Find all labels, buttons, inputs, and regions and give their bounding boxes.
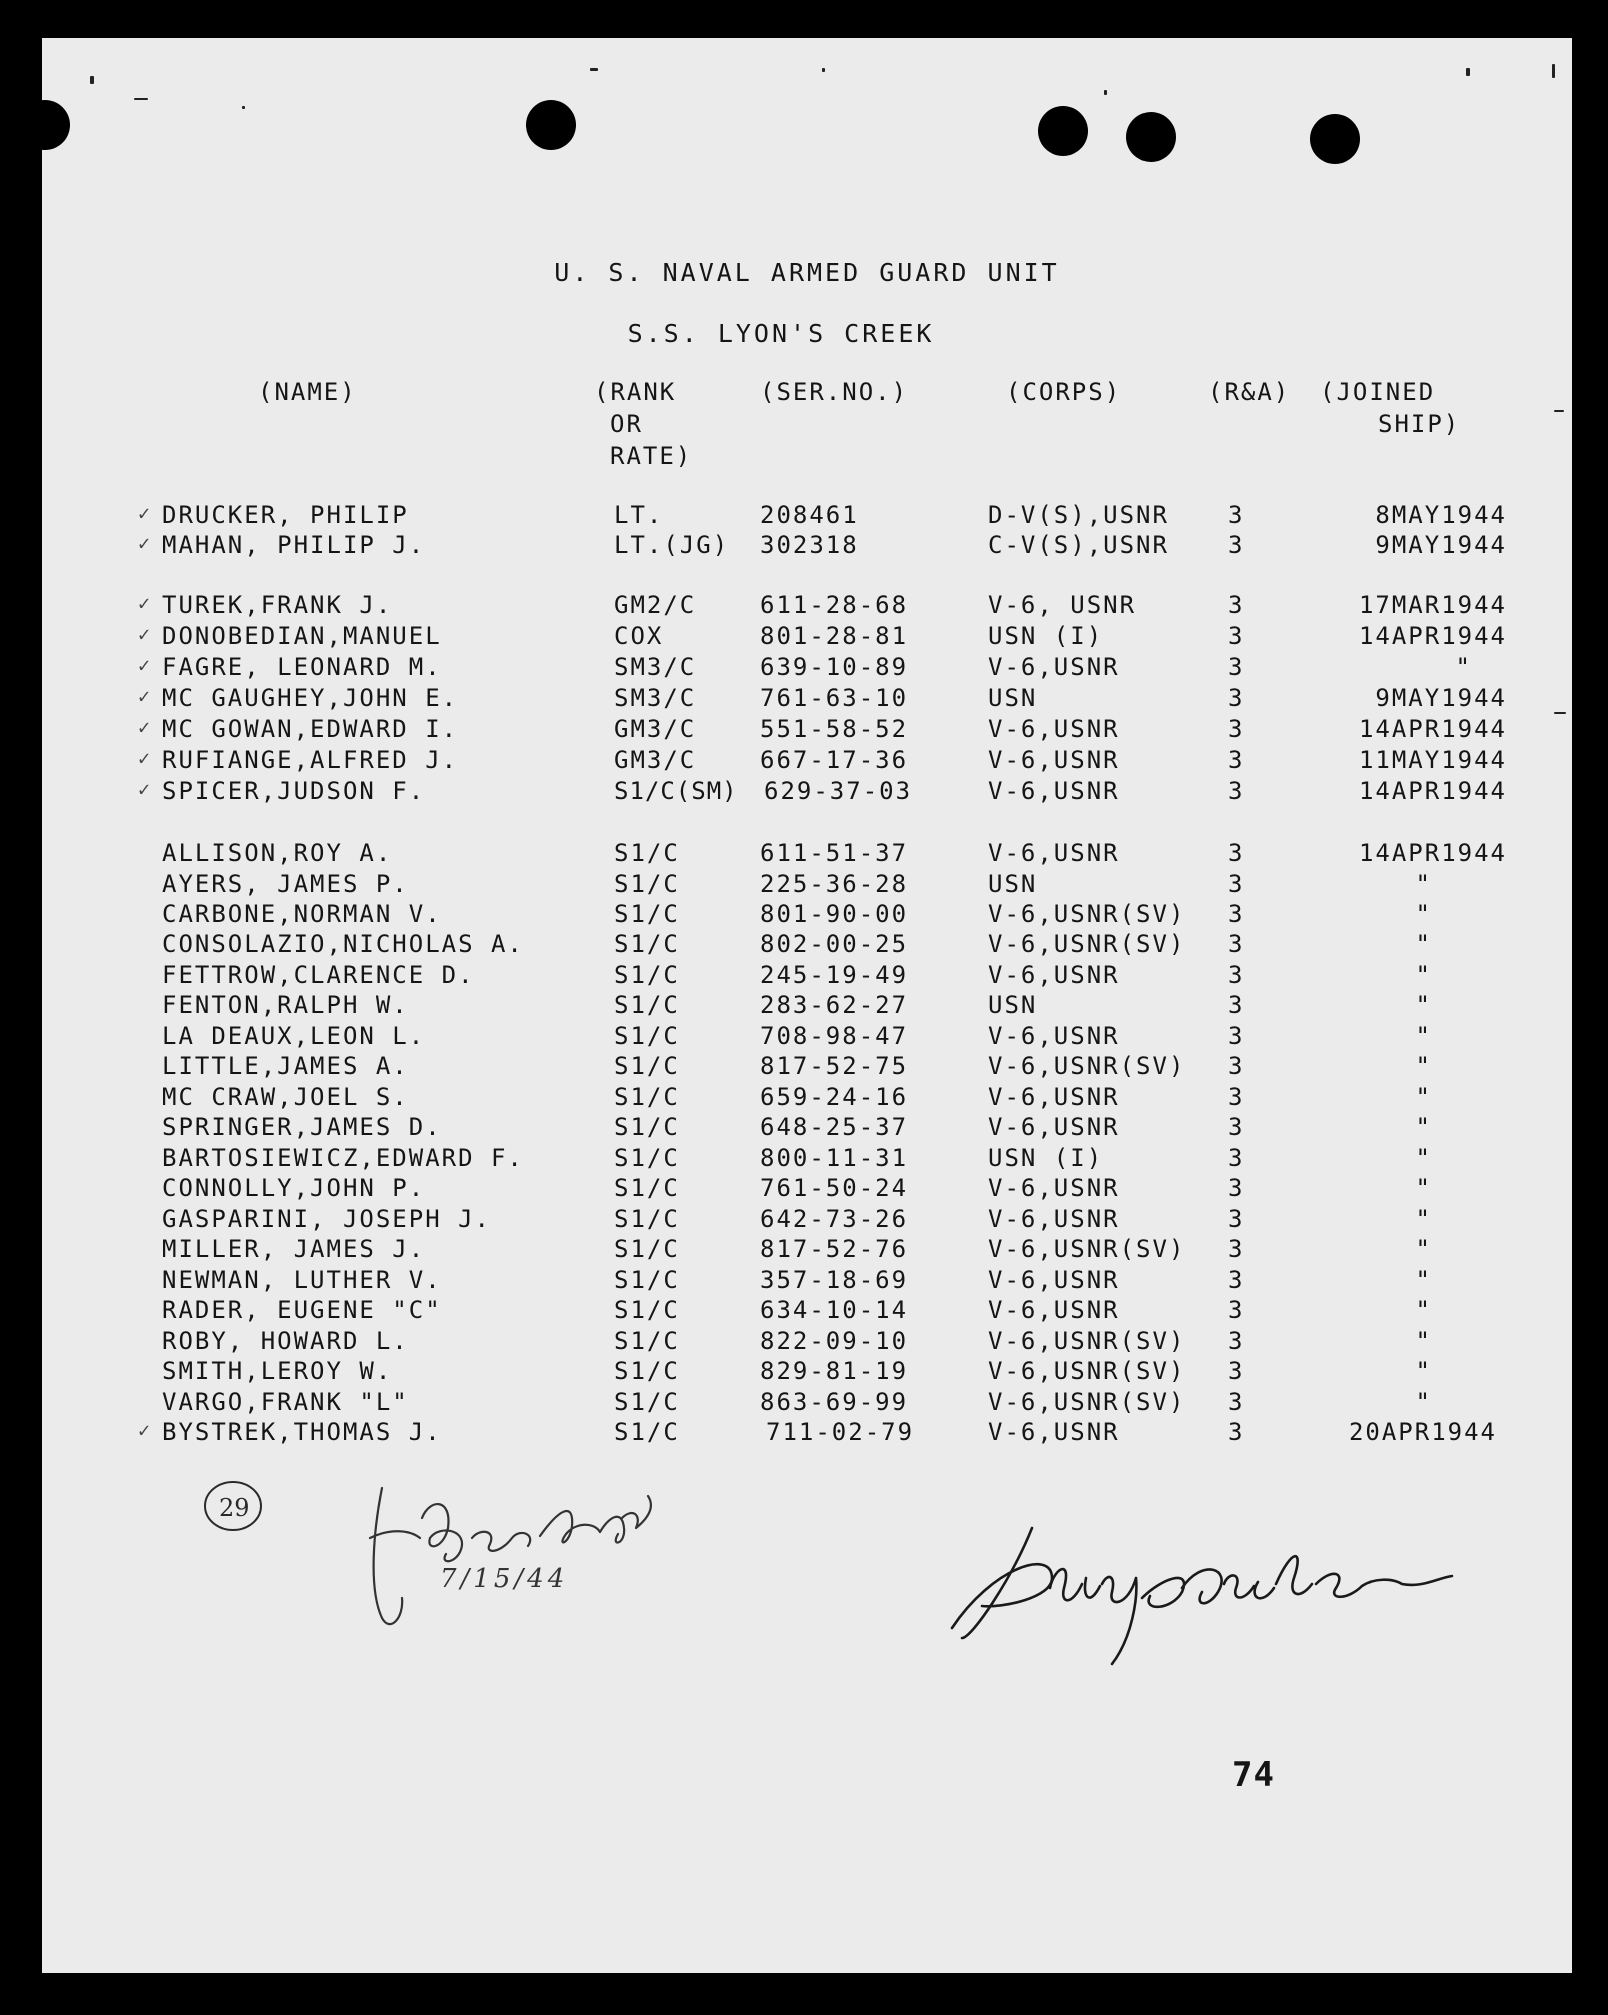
cell-name: FETTROW,CLARENCE D. (162, 961, 475, 989)
cell-ra: 3 (1228, 1144, 1245, 1172)
table-row (42, 717, 1572, 747)
table-row (42, 593, 1572, 623)
cell-joined: " (1415, 1296, 1432, 1324)
cell-rank: S1/C (614, 1296, 680, 1324)
table-row (42, 779, 1572, 809)
cell-rank: LT.(JG) (614, 531, 730, 559)
table-row (42, 655, 1572, 685)
cell-corps: V-6,USNR (988, 1113, 1120, 1141)
cell-name: GASPARINI, JOSEPH J. (162, 1205, 491, 1233)
cell-rank: S1/C (614, 1083, 680, 1111)
table-row (42, 1420, 1572, 1450)
punch-hole (1310, 114, 1360, 164)
cell-ser-no: 817-52-76 (760, 1235, 909, 1263)
cell-rank: S1/C (614, 1205, 680, 1233)
punch-hole (526, 100, 576, 150)
cell-name: TUREK,FRANK J. (162, 591, 393, 619)
header-ser-no: (SER.NO.) (760, 378, 909, 406)
cell-ra: 3 (1228, 715, 1245, 743)
cell-ra: 3 (1228, 1174, 1245, 1202)
cell-corps: USN (I) (988, 622, 1104, 650)
cell-joined: " (1415, 930, 1432, 958)
cell-ra: 3 (1228, 870, 1245, 898)
cell-name: MC CRAW,JOEL S. (162, 1083, 409, 1111)
cell-corps: V-6,USNR (988, 777, 1120, 805)
cell-name: CARBONE,NORMAN V. (162, 900, 442, 928)
check-mark-icon: ✓ (138, 531, 151, 555)
cell-rank: GM3/C (614, 746, 697, 774)
cell-ser-no: 225-36-28 (760, 870, 909, 898)
table-row (42, 1085, 1572, 1115)
cell-ser-no: 245-19-49 (760, 961, 909, 989)
cell-name: CONSOLAZIO,NICHOLAS A. (162, 930, 524, 958)
scan-speck (1466, 68, 1470, 76)
cell-rank: S1/C (614, 900, 680, 928)
cell-rank: COX (614, 622, 664, 650)
cell-name: DONOBEDIAN,MANUEL (162, 622, 442, 650)
page-number: 74 (1232, 1755, 1275, 1795)
cell-ra: 3 (1228, 1083, 1245, 1111)
cell-name: FAGRE, LEONARD M. (162, 653, 442, 681)
cell-joined: 14APR1944 (1358, 715, 1507, 743)
cell-ra: 3 (1228, 501, 1245, 529)
cell-ra: 3 (1228, 900, 1245, 928)
cell-ra: 3 (1228, 1418, 1245, 1446)
cell-ser-no: 822-09-10 (760, 1327, 909, 1355)
cell-ra: 3 (1228, 777, 1245, 805)
cell-rank: S1/C (614, 930, 680, 958)
cell-joined: " (1415, 1357, 1432, 1385)
cell-rank: S1/C (614, 1113, 680, 1141)
cell-joined: " (1415, 991, 1432, 1019)
cell-ser-no: 642-73-26 (760, 1205, 909, 1233)
cell-ra: 3 (1228, 1388, 1245, 1416)
cell-ser-no: 708-98-47 (760, 1022, 909, 1050)
cell-ser-no: 302318 (760, 531, 859, 559)
check-mark-icon: ✓ (138, 715, 151, 739)
cell-rank: S1/C (614, 1327, 680, 1355)
cell-ser-no: 817-52-75 (760, 1052, 909, 1080)
cell-rank: S1/C (614, 1357, 680, 1385)
cell-joined: " (1415, 1174, 1432, 1202)
scan-speck (134, 98, 148, 100)
scan-speck (1104, 90, 1107, 95)
table-row (42, 1268, 1572, 1298)
cell-corps: V-6,USNR (988, 1418, 1120, 1446)
cell-ser-no: 283-62-27 (760, 991, 909, 1019)
cell-ser-no: 801-90-00 (760, 900, 909, 928)
cell-ra: 3 (1228, 991, 1245, 1019)
signature-text: Philip Drucker (932, 1488, 941, 1489)
cell-name: SMITH,LEROY W. (162, 1357, 393, 1385)
cell-rank: S1/C (614, 991, 680, 1019)
cell-joined: " (1415, 900, 1432, 928)
header-rank: (RANK (594, 378, 677, 406)
cell-ser-no: 629-37-03 (764, 777, 913, 805)
check-mark-icon: ✓ (138, 1418, 151, 1442)
cell-rank: SM3/C (614, 653, 697, 681)
punch-hole (1126, 112, 1176, 162)
cell-joined: " (1415, 1205, 1432, 1233)
cell-ser-no: 802-00-25 (760, 930, 909, 958)
check-mark-icon: ✓ (138, 501, 151, 525)
cell-ra: 3 (1228, 1357, 1245, 1385)
cell-corps: USN (988, 684, 1038, 712)
table-row (42, 1237, 1572, 1267)
cell-corps: C-V(S),USNR (988, 531, 1169, 559)
cell-name: MILLER, JAMES J. (162, 1235, 426, 1263)
cell-rank: S1/C (614, 870, 680, 898)
cell-joined: " (1415, 1022, 1432, 1050)
cell-joined: 8MAY1944 (1375, 501, 1507, 529)
cell-rank: GM2/C (614, 591, 697, 619)
cell-rank: S1/C (614, 961, 680, 989)
cell-ser-no: 634-10-14 (760, 1296, 909, 1324)
count-text: 29 (219, 1494, 250, 1522)
cell-rank: S1/C (614, 1388, 680, 1416)
table-row (42, 533, 1572, 563)
cell-name: LITTLE,JAMES A. (162, 1052, 409, 1080)
table-row (42, 1359, 1572, 1389)
vessel-name: S.S. LYON'S CREEK (627, 319, 935, 348)
cell-corps: V-6,USNR (988, 1296, 1120, 1324)
cell-ra: 3 (1228, 1296, 1245, 1324)
cell-name: MAHAN, PHILIP J. (162, 531, 426, 559)
document-title: U. S. NAVAL ARMED GUARD UNIT (554, 258, 1060, 287)
cell-rank: GM3/C (614, 715, 697, 743)
table-row (42, 963, 1572, 993)
table-row (42, 1298, 1572, 1328)
cell-name: BYSTREK,THOMAS J. (162, 1418, 442, 1446)
header-ra: (R&A) (1208, 378, 1291, 406)
check-mark-icon: ✓ (138, 653, 151, 677)
cell-ra: 3 (1228, 1327, 1245, 1355)
cell-name: ROBY, HOWARD L. (162, 1327, 409, 1355)
cell-rank: LT. (614, 501, 664, 529)
cell-ser-no: 659-24-16 (760, 1083, 909, 1111)
cell-corps: V-6,USNR (988, 715, 1120, 743)
cell-corps: V-6,USNR (988, 1174, 1120, 1202)
cell-ser-no: 648-25-37 (760, 1113, 909, 1141)
cell-rank: S1/C (614, 1235, 680, 1263)
cell-ser-no: 551-58-52 (760, 715, 909, 743)
cell-corps: V-6,USNR(SV) (988, 1235, 1186, 1263)
handwritten-initials (360, 1468, 700, 1658)
cell-joined: 14APR1944 (1358, 622, 1507, 650)
scan-speck (822, 68, 825, 72)
cell-corps: V-6,USNR (988, 1083, 1120, 1111)
cell-ser-no: 761-63-10 (760, 684, 909, 712)
cell-ser-no: 800-11-31 (760, 1144, 909, 1172)
table-row (42, 1329, 1572, 1359)
header-ship: SHIP) (1378, 410, 1461, 438)
cell-ra: 3 (1228, 930, 1245, 958)
table-row (42, 872, 1572, 902)
cell-corps: V-6,USNR (988, 961, 1120, 989)
cell-ra: 3 (1228, 591, 1245, 619)
cell-corps: V-6,USNR (988, 839, 1120, 867)
header-corps: (CORPS) (1006, 378, 1122, 406)
table-row (42, 1207, 1572, 1237)
table-row (42, 748, 1572, 778)
cell-name: DRUCKER, PHILIP (162, 501, 409, 529)
cell-joined: " (1415, 1052, 1432, 1080)
cell-ser-no: 611-28-68 (760, 591, 909, 619)
table-row (42, 503, 1572, 533)
punch-hole (42, 100, 70, 150)
cell-ra: 3 (1228, 653, 1245, 681)
cell-joined: " (1415, 1144, 1432, 1172)
table-row (42, 686, 1572, 716)
cell-joined: 9MAY1944 (1375, 531, 1507, 559)
cell-rank: S1/C (614, 1174, 680, 1202)
table-row (42, 1054, 1572, 1084)
table-row (42, 1176, 1572, 1206)
cell-joined: 11MAY1944 (1358, 746, 1507, 774)
cell-joined: " (1415, 1113, 1432, 1141)
check-mark-icon: ✓ (138, 684, 151, 708)
header-rate: RATE) (610, 442, 693, 470)
table-row (42, 841, 1572, 871)
cell-ra: 3 (1228, 1266, 1245, 1294)
cell-ra: 3 (1228, 531, 1245, 559)
scan-speck (590, 68, 598, 71)
cell-ser-no: 761-50-24 (760, 1174, 909, 1202)
cell-joined: " (1415, 1235, 1432, 1263)
circled-count-mark (197, 1478, 277, 1538)
cell-name: MC GOWAN,EDWARD I. (162, 715, 459, 743)
cell-corps: V-6,USNR(SV) (988, 930, 1186, 958)
cell-name: ALLISON,ROY A. (162, 839, 393, 867)
scan-speck (90, 76, 94, 84)
cell-corps: V-6, USNR (988, 591, 1137, 619)
cell-name: BARTOSIEWICZ,EDWARD F. (162, 1144, 524, 1172)
cell-joined: 14APR1944 (1358, 839, 1507, 867)
cell-rank: S1/C (614, 1052, 680, 1080)
cell-joined: " (1415, 1327, 1432, 1355)
cell-joined: " (1415, 1388, 1432, 1416)
cell-corps: USN (I) (988, 1144, 1104, 1172)
table-row (42, 1390, 1572, 1420)
cell-corps: V-6,USNR(SV) (988, 1357, 1186, 1385)
cell-corps: V-6,USNR(SV) (988, 1327, 1186, 1355)
cell-corps: V-6,USNR(SV) (988, 900, 1186, 928)
check-mark-icon: ✓ (138, 622, 151, 646)
cell-corps: V-6,USNR (988, 1205, 1120, 1233)
cell-corps: D-V(S),USNR (988, 501, 1169, 529)
cell-name: MC GAUGHEY,JOHN E. (162, 684, 459, 712)
cell-ra: 3 (1228, 684, 1245, 712)
cell-name: SPRINGER,JAMES D. (162, 1113, 442, 1141)
cell-rank: S1/C (614, 1144, 680, 1172)
table-row (42, 993, 1572, 1023)
check-mark-icon: ✓ (138, 746, 151, 770)
cell-ra: 3 (1228, 1113, 1245, 1141)
cell-corps: V-6,USNR (988, 1022, 1120, 1050)
cell-corps: V-6,USNR (988, 653, 1120, 681)
table-row (42, 1024, 1572, 1054)
header-rank-or: OR (610, 410, 643, 438)
cell-name: RUFIANGE,ALFRED J. (162, 746, 459, 774)
cell-ser-no: 829-81-19 (760, 1357, 909, 1385)
handwritten-date: 7/15/44 (440, 1564, 569, 1594)
cell-joined: 9MAY1944 (1375, 684, 1507, 712)
cell-joined: " (1415, 961, 1432, 989)
cell-name: SPICER,JUDSON F. (162, 777, 426, 805)
cell-ser-no: 801-28-81 (760, 622, 909, 650)
cell-name: AYERS, JAMES P. (162, 870, 409, 898)
cell-ser-no: 208461 (760, 501, 859, 529)
cell-name: FENTON,RALPH W. (162, 991, 409, 1019)
cell-name: VARGO,FRANK "L" (162, 1388, 409, 1416)
cell-ra: 3 (1228, 746, 1245, 774)
scan-speck (242, 106, 245, 109)
cell-joined: 17MAR1944 (1358, 591, 1507, 619)
cell-ra: 3 (1228, 1052, 1245, 1080)
header-joined: (JOINED (1320, 378, 1436, 406)
header-name: (NAME) (258, 378, 357, 406)
cell-ser-no: 639-10-89 (760, 653, 909, 681)
cell-name: LA DEAUX,LEON L. (162, 1022, 426, 1050)
cell-ra: 3 (1228, 1235, 1245, 1263)
cell-joined: 14APR1944 (1358, 777, 1507, 805)
cell-ser-no: 711-02-79 (766, 1418, 915, 1446)
cell-corps: USN (988, 991, 1038, 1019)
scan-speck (1554, 410, 1564, 412)
table-row (42, 1146, 1572, 1176)
cell-ser-no: 863-69-99 (760, 1388, 909, 1416)
cell-ra: 3 (1228, 839, 1245, 867)
cell-ra: 3 (1228, 622, 1245, 650)
cell-ser-no: 667-17-36 (760, 746, 909, 774)
cell-corps: V-6,USNR(SV) (988, 1388, 1186, 1416)
cell-ra: 3 (1228, 961, 1245, 989)
cell-name: RADER, EUGENE "C" (162, 1296, 442, 1324)
cell-corps: V-6,USNR(SV) (988, 1052, 1186, 1080)
cell-rank: S1/C (614, 1266, 680, 1294)
cell-joined: 20APR1944 (1348, 1418, 1497, 1446)
table-row (42, 1115, 1572, 1145)
cell-joined: " (1415, 1266, 1432, 1294)
scan-speck (1552, 64, 1555, 78)
check-mark-icon: ✓ (138, 777, 151, 801)
cell-rank: SM3/C (614, 684, 697, 712)
cell-corps: V-6,USNR (988, 746, 1120, 774)
check-mark-icon: ✓ (138, 591, 151, 615)
cell-ser-no: 357-18-69 (760, 1266, 909, 1294)
cell-rank: S1/C(SM) (614, 777, 738, 805)
cell-name: CONNOLLY,JOHN P. (162, 1174, 426, 1202)
cell-joined: " (1415, 870, 1432, 898)
cell-corps: USN (988, 870, 1038, 898)
cell-rank: S1/C (614, 1022, 680, 1050)
cell-joined: " (1415, 1083, 1432, 1111)
cell-ra: 3 (1228, 1022, 1245, 1050)
punch-hole (1038, 106, 1088, 156)
document-page (42, 38, 1572, 1973)
table-row (42, 624, 1572, 654)
table-row (42, 902, 1572, 932)
cell-joined: " (1455, 653, 1472, 681)
cell-corps: V-6,USNR (988, 1266, 1120, 1294)
cell-rank: S1/C (614, 839, 680, 867)
table-row (42, 932, 1572, 962)
cell-rank: S1/C (614, 1418, 680, 1446)
signature (932, 1488, 1492, 1688)
cell-ser-no: 611-51-37 (760, 839, 909, 867)
cell-name: NEWMAN, LUTHER V. (162, 1266, 442, 1294)
cell-ra: 3 (1228, 1205, 1245, 1233)
